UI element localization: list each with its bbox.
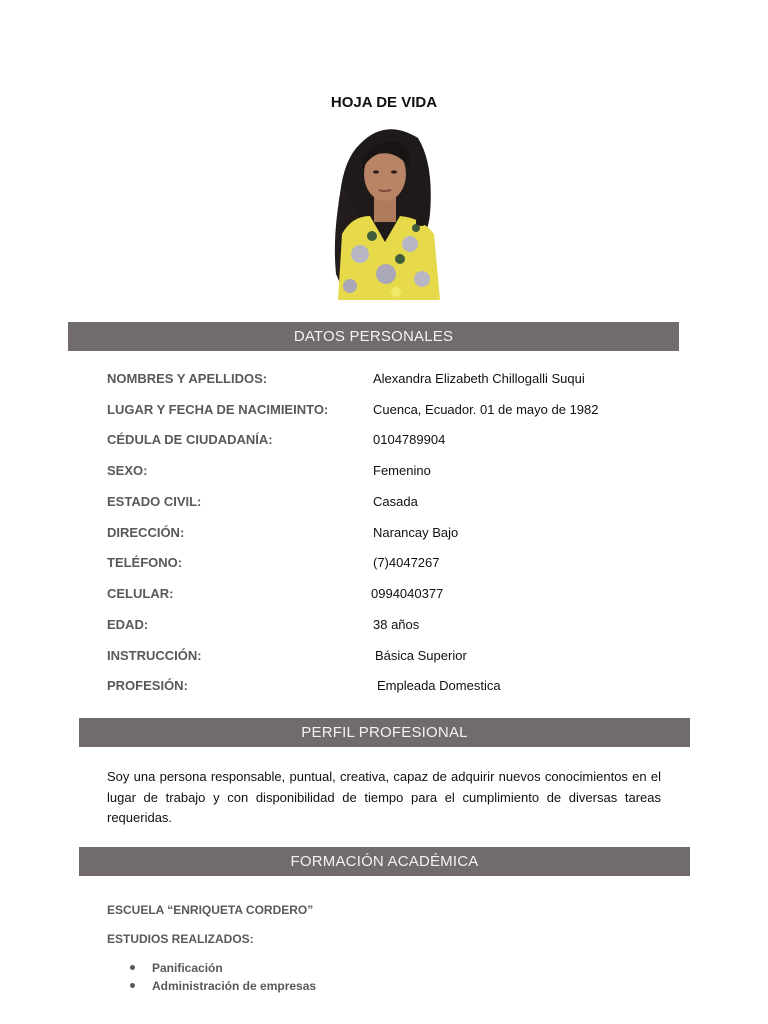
field-value: (7)4047267: [373, 555, 440, 570]
field-value: 0994040377: [371, 586, 444, 601]
document-title: HOJA DE VIDA: [330, 94, 438, 111]
field-label: DIRECCIÓN:: [107, 525, 185, 540]
field-value: Narancay Bajo: [373, 525, 459, 540]
field-label: TELÉFONO:: [107, 555, 183, 570]
studies-list: [128, 959, 316, 995]
field-row-telefono: [107, 553, 667, 573]
field-label: CÉDULA DE CIUDADANÍA:: [107, 432, 273, 447]
field-label: ESTADO CIVIL:: [107, 494, 202, 509]
field-value: Básica Superior: [375, 648, 467, 663]
field-label: NOMBRES Y APELLIDOS:: [107, 371, 268, 386]
field-row-estado-civil: [107, 492, 667, 512]
field-row-instruccion: [107, 646, 667, 666]
field-value: Casada: [373, 494, 418, 509]
school-name: ESCUELA “ENRIQUETA CORDERO”: [107, 903, 314, 917]
profile-photo: [330, 124, 440, 300]
field-row-lugar-fecha: [107, 400, 667, 420]
field-label: SEXO:: [107, 463, 148, 478]
studies-label: ESTUDIOS REALIZADOS:: [107, 932, 254, 946]
field-label: EDAD:: [107, 617, 149, 632]
field-label: CELULAR:: [107, 586, 174, 601]
perfil-paragraph: Soy una persona responsable, puntual, creativa, capaz de adquirir nuevos conocimientos en el lugar de trabajo y con disponibilidad de tiempo para el cumplimiento de diversas tareas requeridas.: [107, 769, 661, 825]
field-row-edad: [107, 615, 667, 635]
field-row-direccion: [107, 523, 667, 543]
field-label: LUGAR Y FECHA DE NACIMIEINTO:: [107, 402, 329, 417]
section-header-perfil-profesional: PERFIL PROFESIONAL: [79, 718, 690, 747]
field-label: INSTRUCCIÓN:: [107, 648, 202, 663]
list-item-label: Panificación: [152, 961, 223, 975]
list-item: [128, 977, 316, 995]
list-item-label: Administración de empresas: [152, 979, 317, 993]
field-row-profesion: [107, 676, 667, 696]
field-value: Alexandra Elizabeth Chillogalli Suqui: [373, 371, 585, 386]
field-row-cedula: [107, 430, 667, 450]
section-header-formacion-academica: FORMACIÓN ACADÉMICA: [79, 847, 690, 876]
field-row-celular: [107, 584, 667, 604]
list-item: [128, 959, 316, 977]
field-value: Cuenca, Ecuador. 01 de mayo de 1982: [373, 402, 599, 417]
bullet-icon: [130, 965, 135, 970]
field-row-sexo: [107, 461, 667, 481]
field-value: 38 años: [373, 617, 420, 632]
field-value: Femenino: [373, 463, 431, 478]
bullet-icon: [130, 983, 135, 988]
field-value: 0104789904: [373, 432, 446, 447]
field-value: Empleada Domestica: [377, 678, 501, 693]
field-row-nombres: [107, 369, 667, 389]
section-header-datos-personales: DATOS PERSONALES: [68, 322, 679, 351]
field-label: PROFESIÓN:: [107, 678, 188, 693]
